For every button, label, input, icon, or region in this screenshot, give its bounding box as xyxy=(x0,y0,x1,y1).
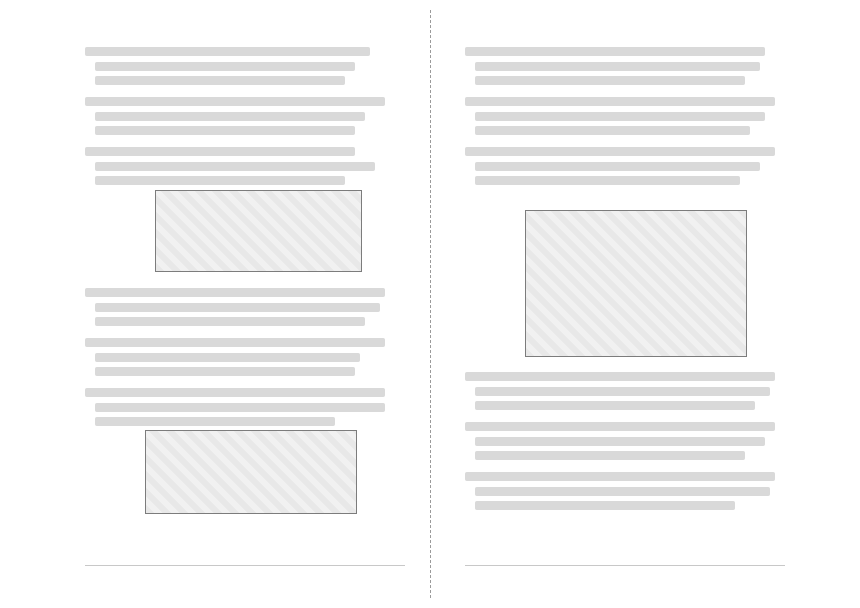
text-line xyxy=(95,403,385,412)
text-line xyxy=(465,147,775,156)
text-line xyxy=(475,162,760,171)
text-line xyxy=(465,472,775,481)
text-line xyxy=(95,62,355,71)
map-figure xyxy=(525,210,747,357)
text-line xyxy=(475,76,745,85)
text-line xyxy=(475,176,740,185)
right-column xyxy=(440,0,860,608)
text-line xyxy=(465,422,775,431)
text-line xyxy=(475,126,750,135)
footer-rule xyxy=(85,565,405,566)
text-line xyxy=(465,372,775,381)
text-line xyxy=(475,501,735,510)
text-line xyxy=(475,401,755,410)
text-line xyxy=(95,417,335,426)
map-figure xyxy=(145,430,357,514)
text-line xyxy=(85,97,385,106)
text-line xyxy=(85,388,385,397)
text-line xyxy=(465,47,765,56)
text-line xyxy=(475,112,765,121)
text-line xyxy=(85,147,355,156)
text-line xyxy=(475,487,770,496)
text-line xyxy=(475,62,760,71)
text-line xyxy=(95,76,345,85)
text-line xyxy=(95,126,355,135)
text-line xyxy=(95,112,365,121)
text-line xyxy=(475,387,770,396)
text-line xyxy=(95,367,355,376)
text-line xyxy=(95,176,345,185)
footer-rule xyxy=(465,565,785,566)
text-line xyxy=(85,47,370,56)
text-line xyxy=(465,97,775,106)
text-line xyxy=(475,451,745,460)
text-line xyxy=(85,338,385,347)
column-divider xyxy=(430,10,431,598)
text-line xyxy=(95,317,365,326)
map-figure xyxy=(155,190,362,272)
text-line xyxy=(95,353,360,362)
left-column xyxy=(0,0,420,608)
text-line xyxy=(85,288,385,297)
text-line xyxy=(475,437,765,446)
text-line xyxy=(95,162,375,171)
text-line xyxy=(95,303,380,312)
